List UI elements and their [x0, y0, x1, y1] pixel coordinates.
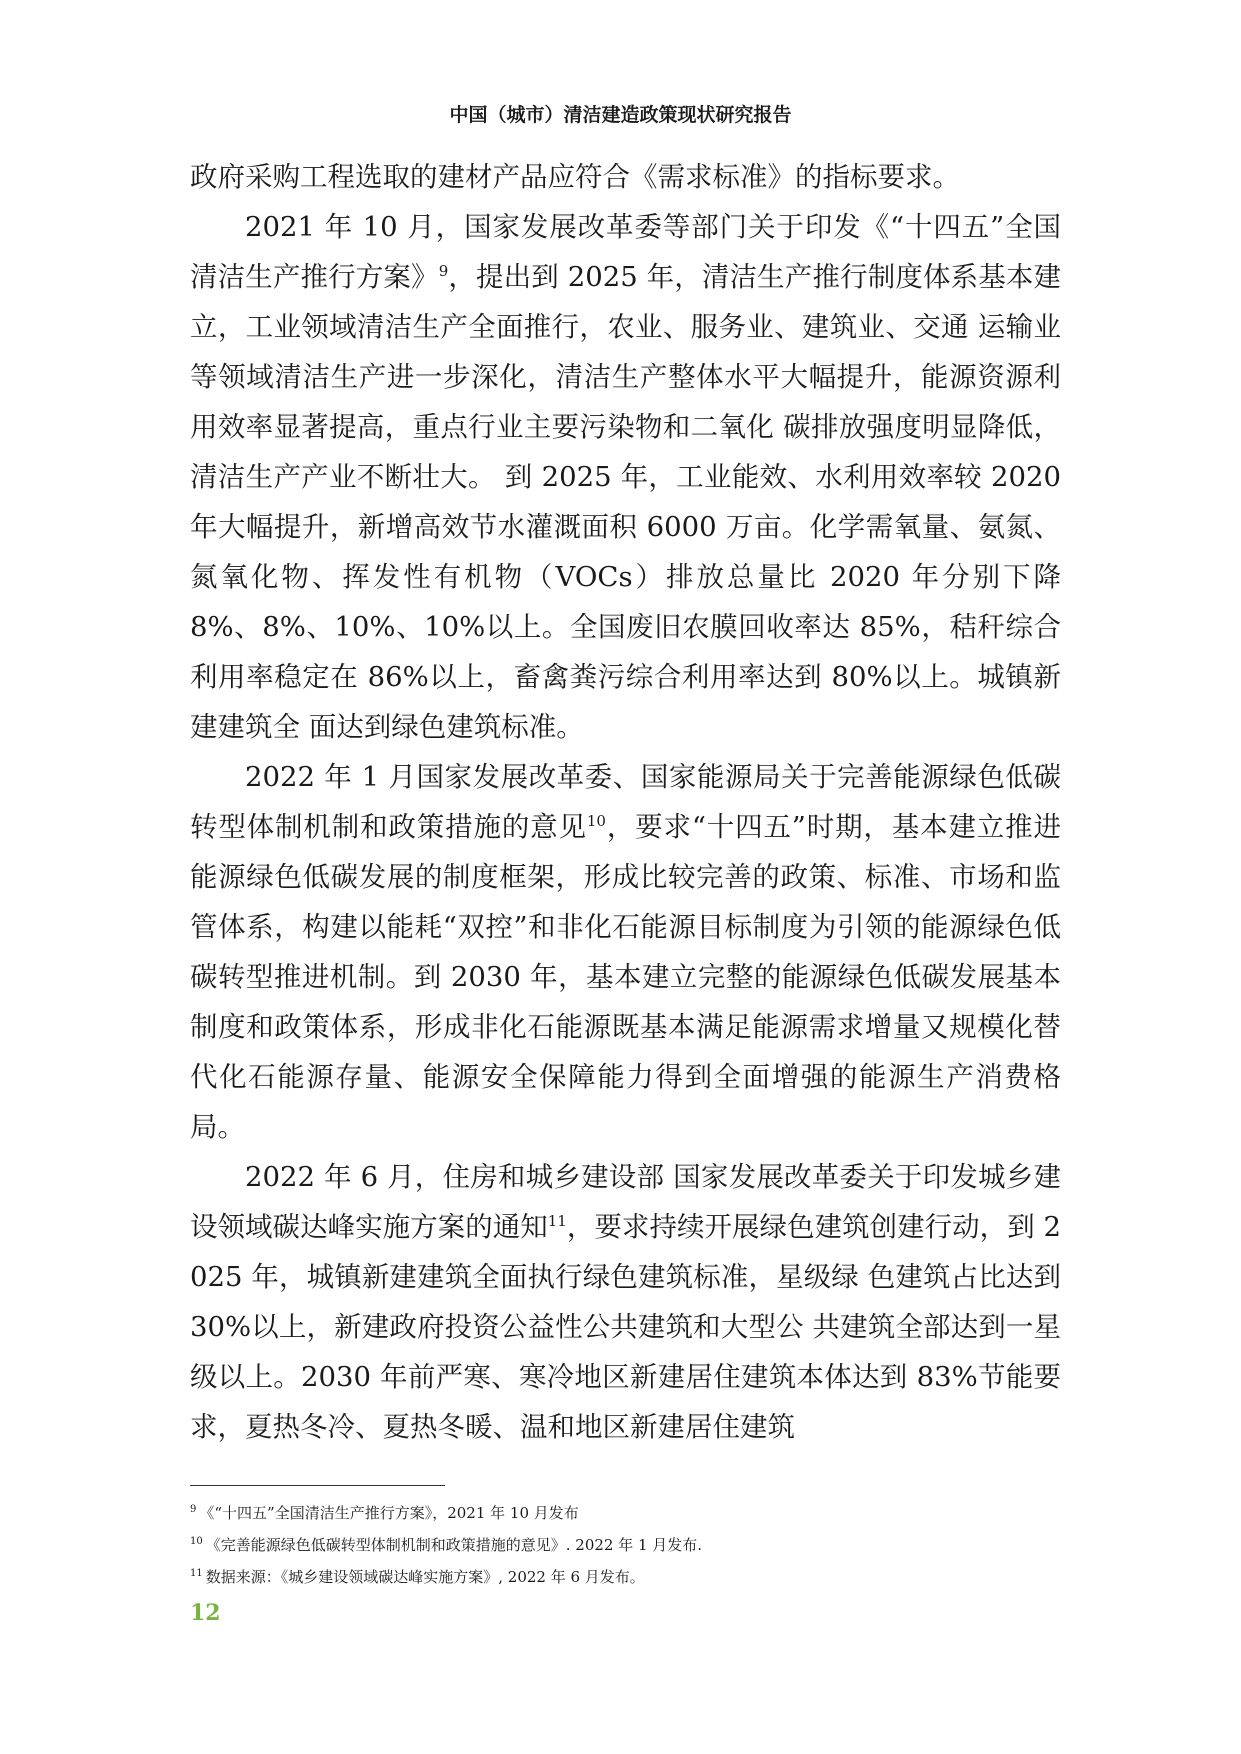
paragraph-text: 2022 年 1 月国家发展改革委、国家能源局关于完善能源绿色低碳转型体制机制和政策措施的意见 — [190, 761, 1061, 843]
footnote-ref: 9 — [438, 261, 449, 280]
footnote-item — [190, 1529, 1061, 1561]
footnote-ref: 10 — [586, 811, 606, 830]
paragraph-text: 2021 年 10 月，国家发展改革委等部门关于印发《“十四五”全国清洁生产推行方案》 — [190, 211, 1061, 293]
footnote-item — [190, 1497, 1061, 1529]
body-text — [190, 152, 1061, 1452]
footnote-text: 《“十四五”全国清洁生产推行方案》，2021 年 10 月发布 — [199, 1504, 579, 1522]
paragraph-text: 政府采购工程选取的建材产品应符合《需求标准》的指标要求。 — [190, 161, 960, 193]
footnote-divider — [190, 1485, 445, 1486]
footnote-number: 11 — [190, 1568, 203, 1579]
paragraph-2 — [190, 202, 1061, 752]
paragraph-3 — [190, 752, 1061, 1152]
paragraph-4 — [190, 1152, 1061, 1452]
footnote-item — [190, 1561, 1061, 1593]
paragraph-text: ，要求“十四五”时期，基本建立推进能源绿色低碳发展的制度框架，形成比较完善的政策、标准、市场和监管体系，构建以能耗“双控”和非化石能源目标制度为引领的能源绿色低碳转型推进机制。到 2030 年，基本建立完整的能源绿色低碳发展基本制度和政策体系，形成非化石能源既基本满足能源需求增量又规模化替代化石能源存量、能源安全保障能力得到全面增强的能源生产消费格局。 — [190, 811, 1061, 1143]
footnote-text: 数据来源：《城乡建设领域碳达峰实施方案》, 2022 年 6 月发布。 — [205, 1568, 645, 1586]
paragraph-text: ，提出到 2025 年，清洁生产推行制度体系基本建立，工业领域清洁生产全面推行，农业、服务业、建筑业、交通 运输业等领域清洁生产进一步深化，清洁生产整体水平大幅提升，能源资源利用效率显著提高，重点行业主要污染物和二氧化 碳排放强度明显降低，清洁生产产业不断壮大。 到 2025 年，工业能效、水利用效率较 2020 年大幅提升，新增高效节水灌溉面积 6000 万亩。化学需氧量、氨氮、氮氧化物、挥发性有机物（VOCs）排放总量比 2020 年分别下降 8%、8%、10%、10%以上。全国废旧农膜回收率达 85%，秸秆综合利用率稳定在 86%以上，畜禽粪污综合利用率达到 80%以上。城镇新建建筑全 面达到绿色建筑标准。 — [190, 261, 1062, 743]
running-header: 中国（城市）清洁建造政策现状研究报告 — [449, 104, 792, 126]
footnote-ref: 11 — [547, 1211, 567, 1230]
paragraph-text: ，要求持续开展绿色建筑创建行动，到 2025 年，城镇新建建筑全面执行绿色建筑标准，星级绿 色建筑占比达到 30%以上，新建政府投资公益性公共建筑和大型公 共建筑全部达到一星级以上。2030 年前严寒、寒冷地区新建居住建筑本体达到 83%节能要求，夏热冬冷、夏热冬暖、温和地区新建居住建筑 — [190, 1211, 1061, 1443]
footnote-number: 10 — [190, 1536, 203, 1547]
footnote-text: 《完善能源绿色低碳转型体制机制和政策措施的意见》. 2022 年 1 月发布. — [205, 1536, 703, 1554]
paragraph-1 — [190, 152, 1061, 202]
page-number: 12 — [190, 1600, 221, 1626]
paragraph-text: 2022 年 6 月，住房和城乡建设部 国家发展改革委关于印发城乡建设领域碳达峰实施方案的通知 — [190, 1161, 1061, 1243]
footnote-number: 9 — [190, 1504, 197, 1515]
footnotes — [190, 1497, 1061, 1593]
